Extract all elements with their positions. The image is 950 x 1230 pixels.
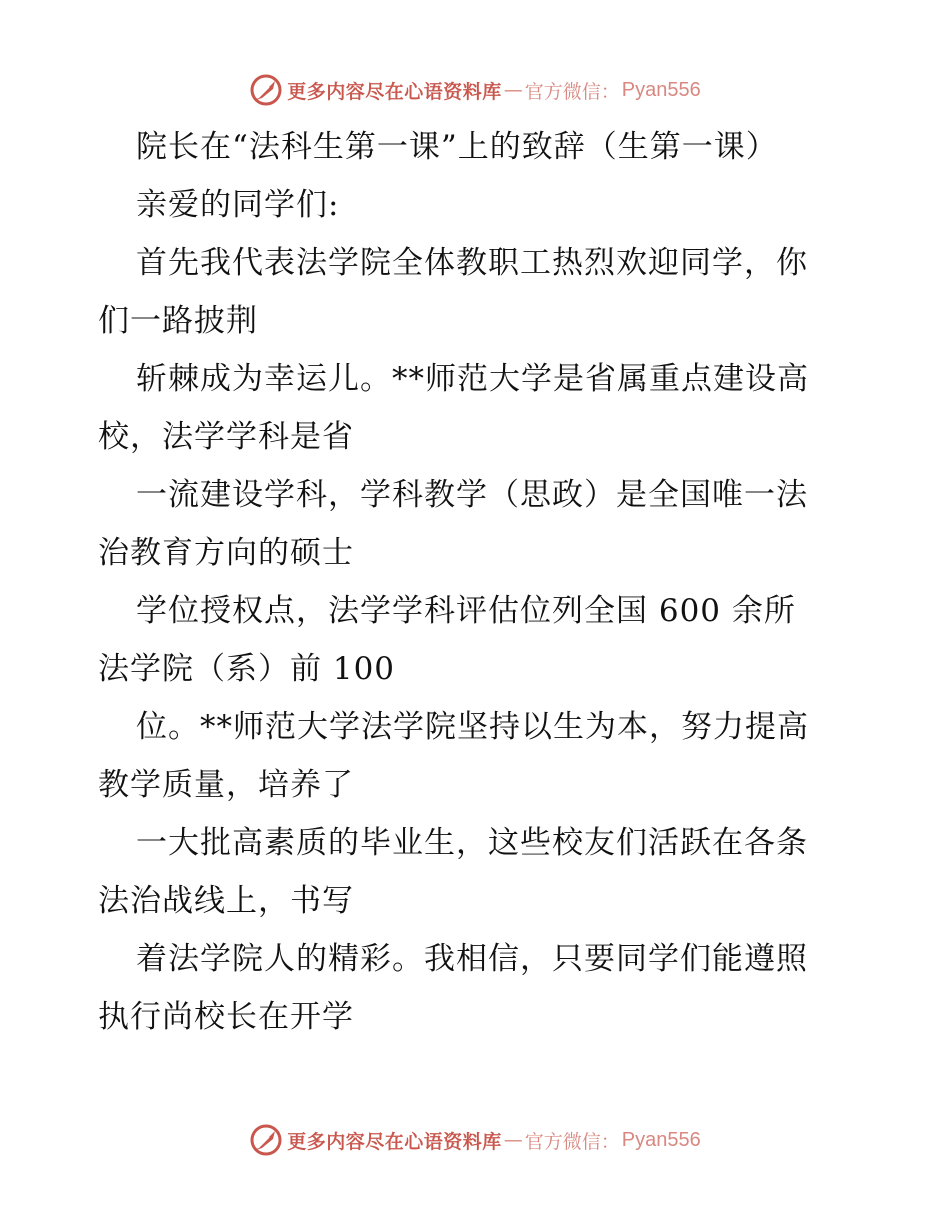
watermark-separator: — <box>503 79 523 101</box>
watermark-wechat-label: 官方微信： <box>524 80 620 103</box>
header-watermark <box>0 70 950 110</box>
paragraph-line: 斩棘成为幸运儿。**师范大学是省属重点建设高 <box>136 361 809 397</box>
paragraph-line: 校，法学学科是省 <box>98 419 354 455</box>
paragraph-line: 法治战线上，书写 <box>98 883 354 919</box>
paragraph-line: 位。**师范大学法学院坚持以生为本，努力提高 <box>136 709 809 745</box>
watermark-wechat-id: Pyan556 <box>621 1128 701 1151</box>
quill-logo-icon <box>249 1123 283 1157</box>
paragraph-line: 一流建设学科，学科教学（思政）是全国唯一法 <box>136 477 808 513</box>
watermark-wechat-id: Pyan556 <box>621 78 701 101</box>
paragraph-line: 治教育方向的硕士 <box>98 535 354 571</box>
salutation: 亲爱的同学们: <box>136 187 340 223</box>
paragraph-line: 法学院（系）前 100 <box>98 651 396 687</box>
document-body <box>98 118 858 1046</box>
paragraph-line: 们一路披荆 <box>98 303 258 339</box>
watermark-text: 更多内容尽在心语资料库 <box>287 80 502 103</box>
paragraph-line: 教学质量，培养了 <box>98 767 354 803</box>
watermark-text: 更多内容尽在心语资料库 <box>287 1130 502 1153</box>
footer-watermark <box>0 1120 950 1160</box>
paragraph-line: 首先我代表法学院全体教职工热烈欢迎同学，你 <box>136 245 808 281</box>
paragraph-line: 着法学院人的精彩。我相信，只要同学们能遵照 <box>136 941 808 977</box>
paragraph-line: 执行尚校长在开学 <box>98 999 354 1035</box>
paragraph-line: 学位授权点，法学学科评估位列全国 600 余所 <box>136 593 796 629</box>
quill-logo-icon <box>249 73 283 107</box>
paragraph-line: 一大批高素质的毕业生，这些校友们活跃在各条 <box>136 825 808 861</box>
document-title: 院长在“法科生第一课”上的致辞（生第一课） <box>136 129 778 165</box>
watermark-wechat-label: 官方微信： <box>524 1130 620 1153</box>
watermark-separator: — <box>503 1129 523 1151</box>
